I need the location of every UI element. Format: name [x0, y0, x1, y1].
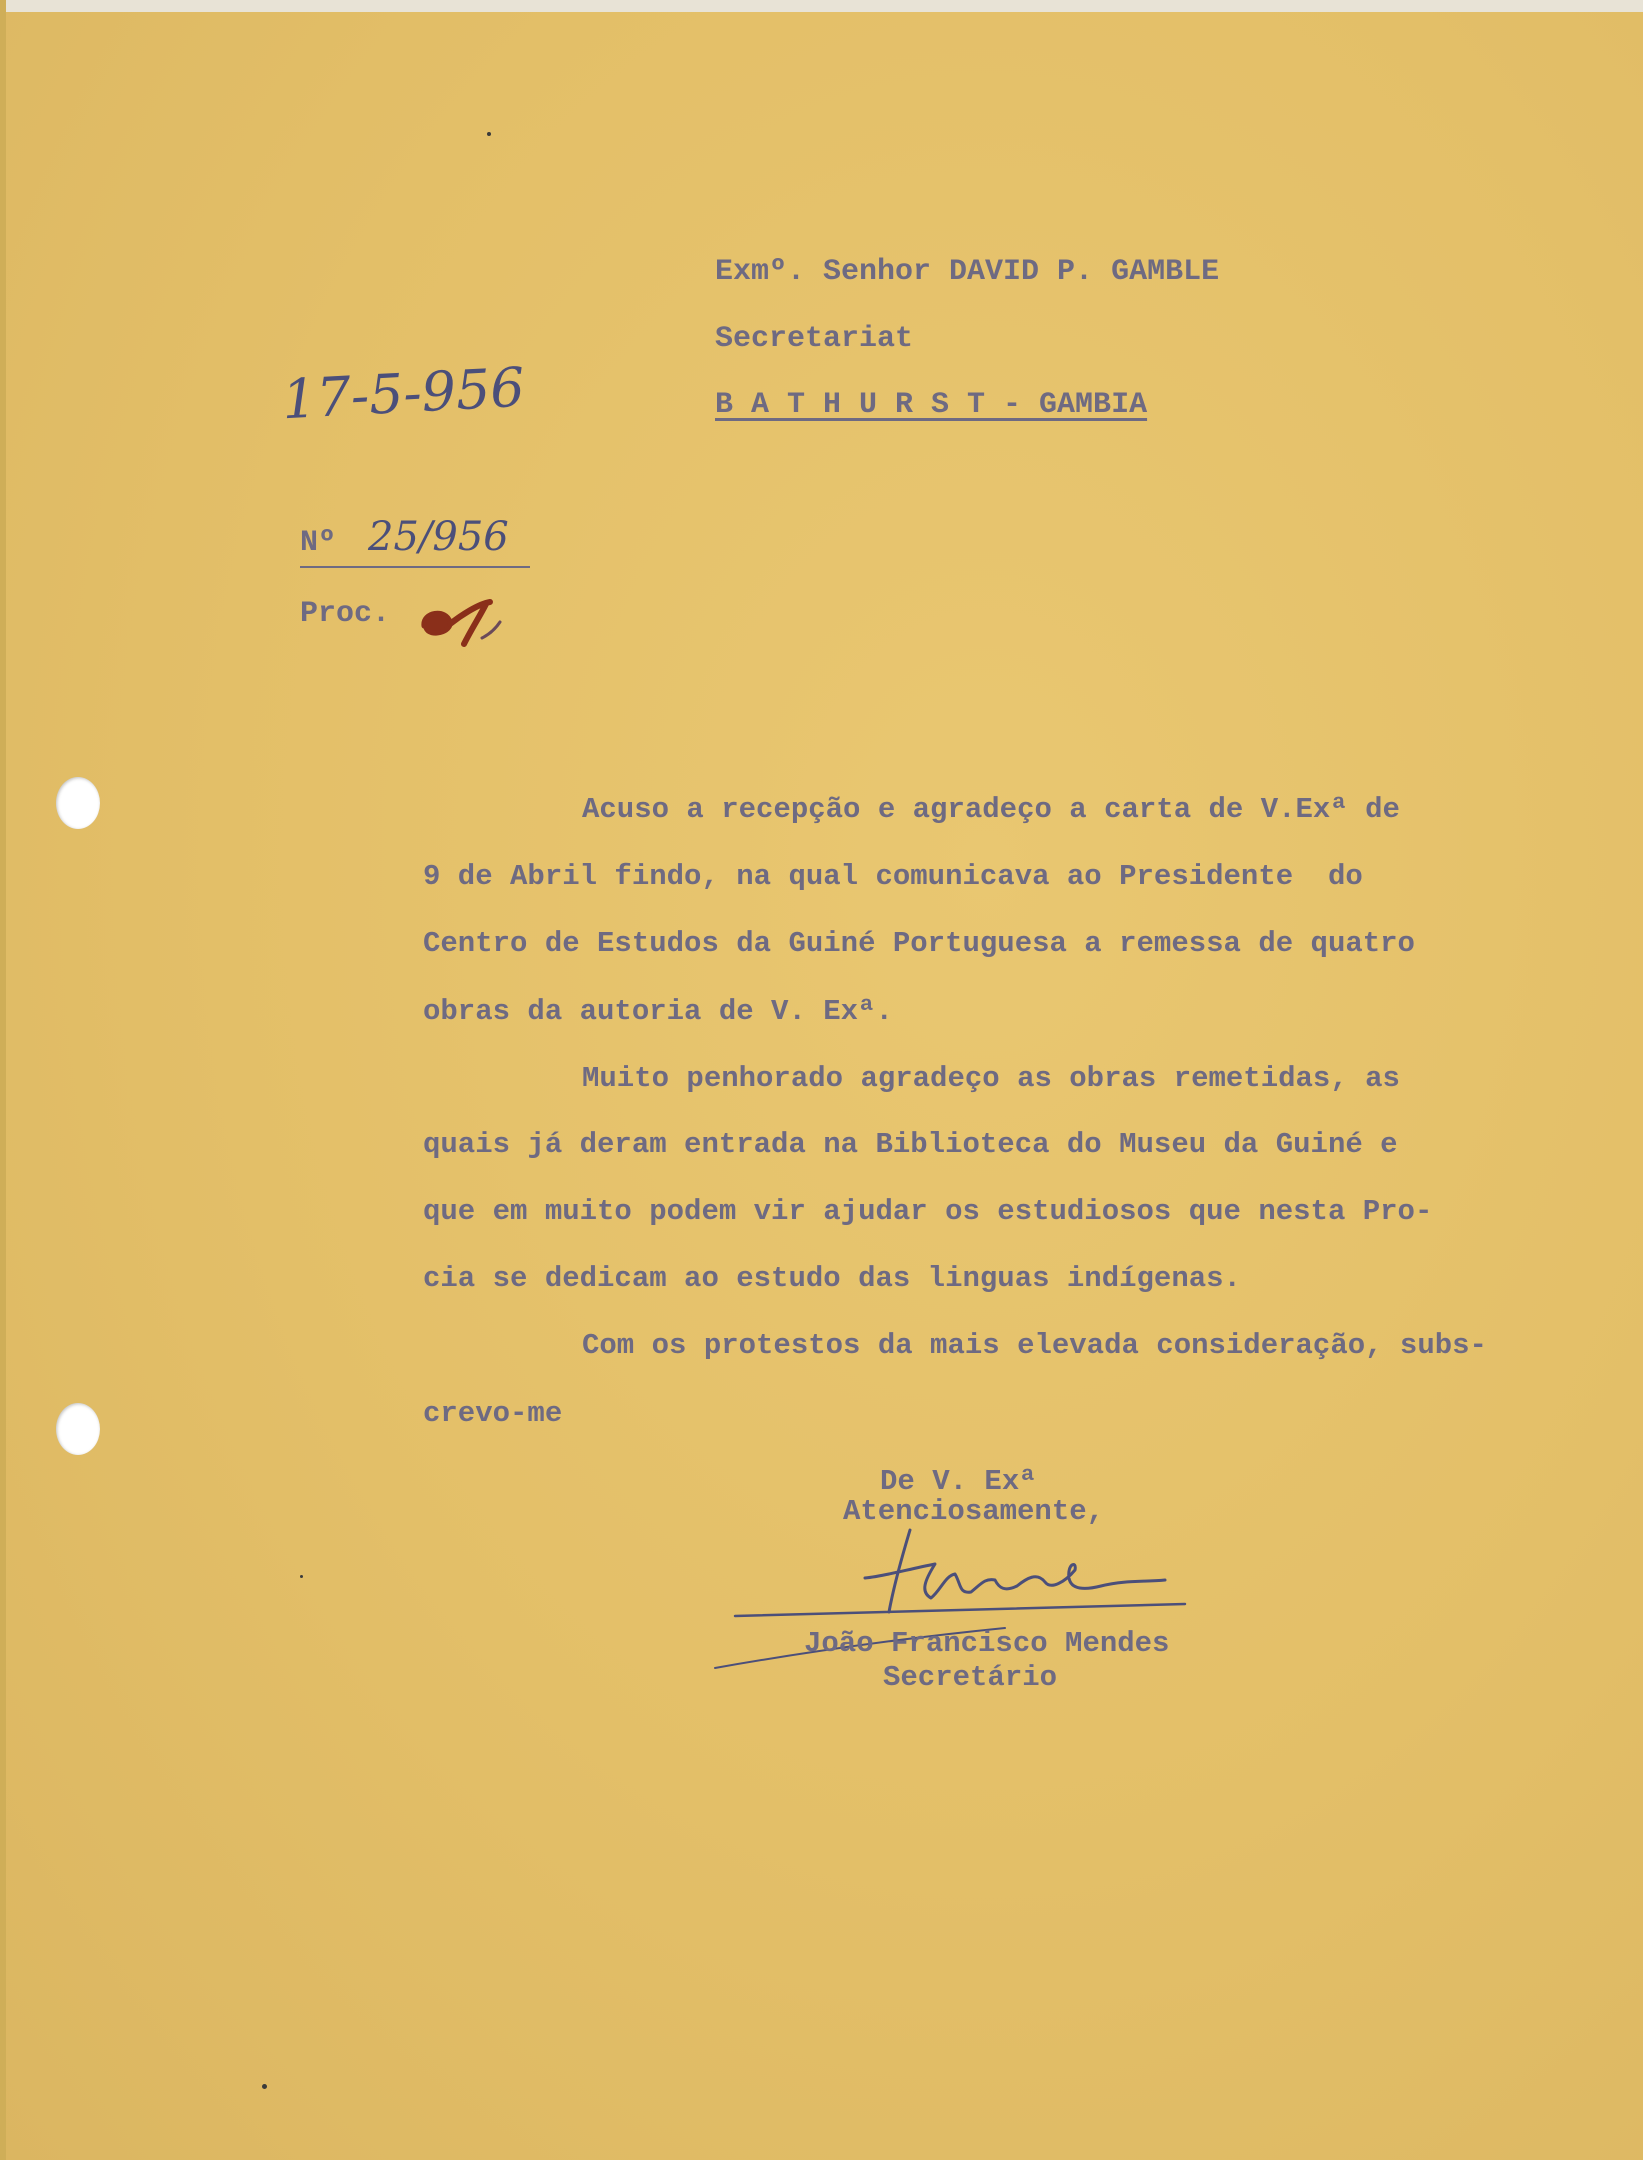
body-line-10: crevo-me [423, 1397, 563, 1430]
punch-hole-lower [56, 1403, 100, 1455]
closing-line-2: Atenciosamente, [843, 1495, 1105, 1528]
body-line-1: Acuso a recepção e agradeço a carta de V.Exª de [582, 793, 1400, 826]
paper-speck [300, 1575, 303, 1578]
body-line-6: quais já deram entrada na Biblioteca do Museu da Guiné e [423, 1128, 1398, 1161]
recipient-line-2: Secretariat [715, 322, 914, 356]
recipient-line-1: Exmº. Senhor DAVID P. GAMBLE [715, 255, 1220, 289]
proc-ink-mark [420, 598, 512, 648]
reference-number-value: 25/956 [368, 514, 509, 560]
body-line-2: 9 de Abril findo, na qual comunicava ao Presidente do [423, 860, 1363, 893]
signer-title: Secretário [883, 1661, 1058, 1694]
handwritten-date: 17-5-956 [280, 355, 527, 432]
body-line-4: obras da autoria de V. Exª. [423, 995, 893, 1028]
closing-line-1: De V. Exª [880, 1465, 1037, 1498]
signer-name: João Francisco Mendes [804, 1627, 1170, 1660]
reference-number [300, 514, 530, 568]
scan-top-edge [0, 0, 1643, 12]
body-line-7: que em muito podem vir ajudar os estudiosos que nesta Pro- [423, 1195, 1433, 1228]
body-line-3: Centro de Estudos da Guiné Portuguesa a remessa de quatro [423, 927, 1415, 960]
proc-label: Proc. [300, 597, 391, 631]
paper-speck [487, 132, 491, 136]
punch-hole-upper [56, 777, 100, 829]
recipient-line-3: B A T H U R S T - GAMBIA [715, 388, 1148, 422]
paper-speck [262, 2084, 267, 2089]
reference-number-label: Nº [300, 526, 337, 560]
body-line-9: Com os protestos da mais elevada consideração, subs- [582, 1329, 1487, 1362]
scan-left-edge [0, 0, 6, 2160]
body-line-5: Muito penhorado agradeço as obras remetidas, as [582, 1062, 1400, 1095]
body-line-8: cia se dedicam ao estudo das linguas indígenas. [423, 1262, 1241, 1295]
